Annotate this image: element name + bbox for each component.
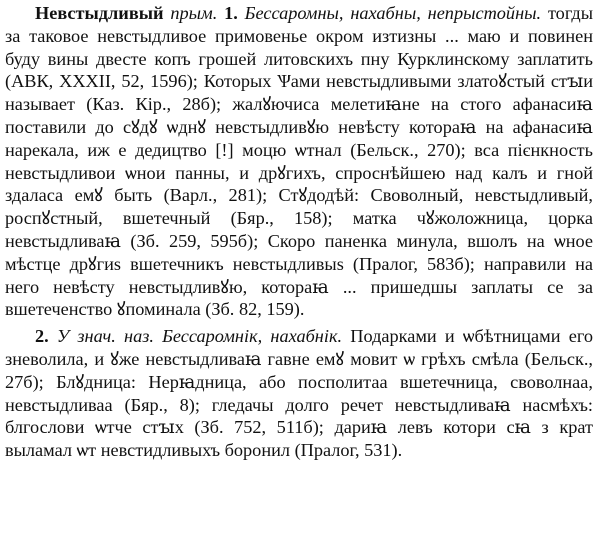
sense-2-gloss: У знач. наз. Бессаромнік, нахабнік. xyxy=(48,326,343,347)
sense-2-number: 2. xyxy=(35,326,49,347)
part-of-speech: прым. xyxy=(163,3,225,23)
sense-2-paragraph xyxy=(5,325,593,462)
headword: Невстыдливый xyxy=(35,3,164,23)
sense-2-citations: Подарками и ѡбѣтницами его зневолила, и ꙋже невстыдливаꙗ гавне емꙋ мовит ѡ грѣхъ смѣла (Бельск., 27б); Блꙋдница: Нерꙗдница, або посполитаа вшетечница, своволнаа, невстыдливаа (Бяр., 8); гледачы долго речет невстыдливаꙗ насмѣхъ: блгослови ѡтче стꙑх (Зб. 752, 511б); дариꙗ левъ котори сꙗ з крат выламал ѡт невстидливыхъ боронил (Пралог, 531). xyxy=(5,326,593,461)
sense-1-gloss: Бессаромны, нахабны, непрыстойны. xyxy=(237,3,542,23)
sense-1-citations: тогды за таковое невстыдливое примовенье окром изтизны ... маю и повинен буду вины двесте копъ грошей литовскихъ пну Курклинскому заплатить (АВК, XXXII, 52, 1596); Которых Ѱами невстыдливыми златоꙋстый стꙑи называет (Каз. Кір., 28б); жалꙋючиса мелетиꙗне на стого афанасиꙗ поставили до сꙋдꙋ ѡднꙋ невстыдливꙋю невѣсту котораꙗ на афанасиꙗ нарекала, иж е дедицтво [!] моцю ѡтнал (Бельск., 270); вса пієнкность невстыдливои ѡнои панны, и дрꙋгихъ, спроснѣйшею над калъ и гной здаласа емꙋ быть (Варл., 281); Стꙋдодѣй: Своволный, невстыдливый, роспꙋстный, вшетечный (Бяр., 158); матка чꙋжоложница, цорка невстыдливаꙗ (Зб. 259, 595б); Скоро паненка минула, вшолъ на ѡное мѣстце дрꙋгиs вшетечникъ невстыдливыs (Пралог, 583б); направили на него невѣсту невстыдливꙋю, котораꙗ ... пришедшы заплаты се за вшетеченство ꙋпоминала (Зб. 82, 159). xyxy=(5,3,593,320)
sense-1-paragraph xyxy=(5,2,593,321)
sense-1-number: 1. xyxy=(224,3,238,23)
dictionary-entry xyxy=(5,2,593,462)
